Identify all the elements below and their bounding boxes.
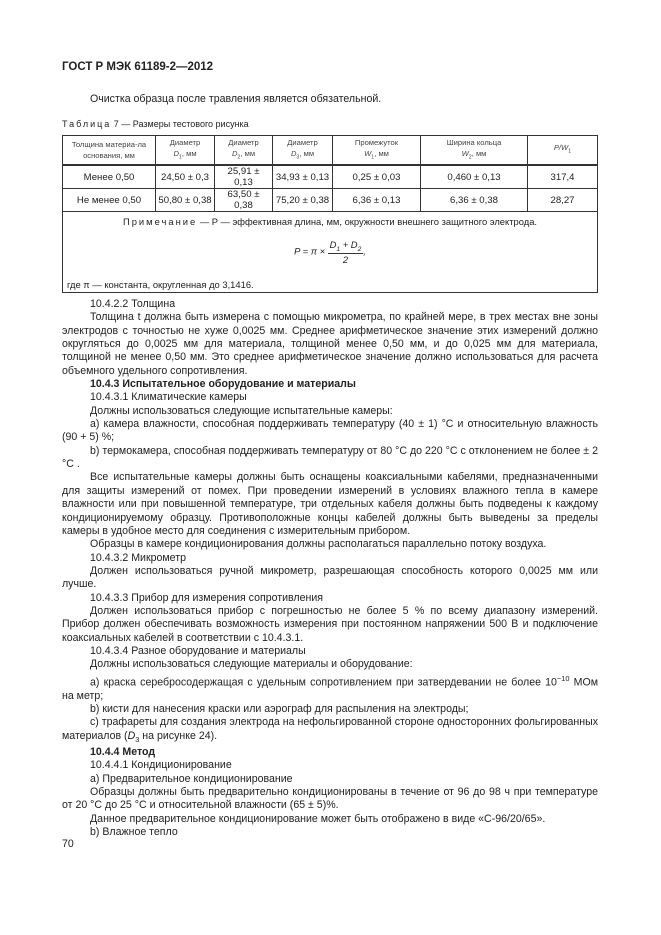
paragraph: 10.4.2.2 Толщина [90,298,176,310]
header-unit: , мм [471,148,487,158]
section-heading: 10.4.3 Испытательное оборудование и материалы [90,378,356,391]
table-header-row [63,136,598,166]
text: на рисунке 24). [139,729,218,742]
paragraph: Все испытательные камеры должны быть оснащены коаксиальными кабелями, предназначенными для защиты измерений от помех. При проведении измерений в условиях влажного тепла в камере влажности или при повышенной температуре, три отдельных кабеля должны быть подведены к каждому кондиционируемому образцу. Противоположные концы кабелей должны быть выведены за пределы камеры в удобное место для соединения с измерительным прибором. [62,471,598,537]
note-text [67,216,593,227]
header-text: Промежуток [354,137,399,147]
header-p-w1 [528,136,598,166]
paragraph: 10.4.4.1 Кондиционирование [90,759,232,772]
table-cell: 6,36 ± 0,38 [421,189,528,212]
table-note [63,212,598,293]
text: МОм на метр; [62,676,598,702]
subscript: 3 [135,734,140,744]
table-cell: 34,93 ± 0,13 [273,165,333,189]
formula-lhs: P = π × [294,245,326,257]
header-d2 [215,136,273,166]
table-cell: 6,36 ± 0,13 [333,189,421,212]
table-cell: Менее 0,50 [63,165,156,189]
paragraph: 10.4.3.3 Прибор для измерения сопротивления [90,591,324,604]
formula-where: где π — константа, округленная до 3,1416. [67,279,254,290]
header-sub: 2 [237,154,241,161]
paragraph: Должны использоваться следующие материалы и оборудование: [90,658,413,671]
table-cell: 317,4 [528,165,598,189]
paragraph: 10.4.3.1 Климатические камеры [90,391,247,404]
paragraph: a) камера влажности, способная поддерживать температуру (40 ± 1) °С и относительную влажность (90 + 5) %; [62,418,598,444]
formula-tail: , [363,245,366,257]
table-cell: 0,25 ± 0,03 [333,165,421,189]
table-note-row [63,212,598,293]
note-body: — P — эффективная длина, мм, окружности внешнего защитного электрода. [197,216,538,227]
formula-numerator [328,239,366,257]
formula-sym: + D [340,239,358,250]
header-unit: , мм [374,148,389,158]
header-d1 [156,136,215,166]
paragraph: a) Предварительное кондиционирование [90,772,293,785]
caption-label: Таблица [62,119,112,129]
caption-title: 7 — Размеры тестового рисунка [111,119,249,129]
header-thickness [63,136,156,166]
table-cell: 63,50 ± 0,38 [215,189,273,212]
header-unit: , мм [181,148,197,158]
paragraph: Должен использоваться ручной микрометр, разрешающая способность которого 0,0025 мм или лучше. [62,564,598,591]
paragraph: Должны использоваться следующие испытательные камеры: [90,404,393,417]
header-text: Ширина кольца [446,137,502,147]
header-symbol: D [173,148,179,158]
table-row [63,189,598,212]
header-sub: 3 [296,154,300,161]
note-label: Примечание [122,216,198,227]
paragraph: Данное предварительное кондиционирование может быть отображено в виде «С-96/20/65». [90,812,546,825]
formula-denominator: 2 [342,253,349,265]
paragraph: 10.4.3.2 Микрометр [90,551,186,564]
header-symbol: D [231,148,238,158]
formula-fraction [328,239,364,265]
header-w1 [333,136,421,166]
document-header: ГОСТ Р МЭК 61189-2—2012 [62,61,214,73]
paragraph: b) кисти для нанесения краски или аэрограф для распыления на электроды; [90,702,469,715]
formula-sub: 2 [357,245,362,253]
table-cell: 25,91 ± 0,13 [215,165,273,189]
header-text: Диаметр [169,137,201,147]
paragraph: Образцы в камере кондиционирования должны располагаться параллельно потоку воздуха. [90,538,547,551]
header-w2 [421,136,528,166]
header-sub: 1 [371,154,375,161]
header-text: Диаметр [228,137,259,147]
paragraph [62,716,598,746]
paragraph: b) Влажное тепло [90,826,178,839]
section-heading: 10.4.4 Метод [90,745,156,758]
header-sub: 1 [568,148,572,155]
header-unit: , мм [240,148,256,158]
formula-sym: D [329,239,337,250]
table-cell: 75,20 ± 0,38 [273,189,333,212]
header-text: Диаметр [287,137,318,147]
text: a) краска серебросодержащая с удельным сопротивлением при затвердевании не более 10 [90,676,557,689]
header-text: Толщина материа-ла основания, мм [71,140,147,160]
page-number: 70 [62,838,74,850]
body-text [62,298,598,839]
header-symbol: W [461,148,469,158]
table-cell: 0,460 ± 0,13 [421,165,528,189]
table-cell: 24,50 ± 0,3 [156,165,215,189]
paragraph: Должен использоваться прибор с погрешностью не более 5 % по всему диапазону измерений. Прибор должен обеспечивать возможность измерения при постоянном напряжении 500 В и подключение коаксиальных кабелей в соответствии с 10.4.3.1. [62,604,598,644]
paragraph [62,672,598,703]
symbol: D [127,729,136,742]
header-symbol: W [364,148,372,158]
header-unit: , мм [299,148,315,158]
paragraph: b) термокамера, способная поддерживать температуру от 80 °С до 220 °С с отклонением не более ± 2 °С . [62,444,598,471]
paragraph: Толщина t должна быть измерена с помощью микрометра, по крайней мере, в трех местах вне зоны электродов с точностью не хуже 0,0025 мм. Среднее арифметическое значение этих измерений должно округляться до 0,0025 мм для материала, толщиной менее 0,50 мм, и до 0,025 мм для материала, толщиной не менее 0,50 мм. Это среднее арифметическое значение должно использоваться для расчета объемного удельного сопротивления. [62,311,598,377]
text: c) трафареты для создания электрода на нефольгированной стороне односторонних фольгированных материалов ( [62,716,598,742]
formula [67,239,593,275]
paragraph: 10.4.3.4 Разное оборудование и материалы [90,644,306,657]
table-cell: 50,80 ± 0,38 [156,189,215,212]
header-sub: 2 [468,154,472,161]
table-row [63,165,598,189]
exponent: −10 [556,673,570,683]
table-cell: 28,27 [528,189,598,212]
table-cell: Не менее 0,50 [63,189,156,212]
paragraph: Образцы должны быть предварительно кондиционированы в течение от 96 до 98 ч при температуре от 20 °С до 25 °С и относительной влажности (65 ± 5)%. [62,786,598,812]
formula-sub: 1 [336,245,341,253]
header-d3 [273,136,333,166]
intro-text: Очистка образца после травления является обязательной. [90,93,382,105]
header-sub: 1 [178,154,182,161]
table-caption [62,119,249,129]
dimensions-table [62,135,598,293]
header-symbol: D [290,148,297,158]
header-symbol: P/W [553,143,569,153]
